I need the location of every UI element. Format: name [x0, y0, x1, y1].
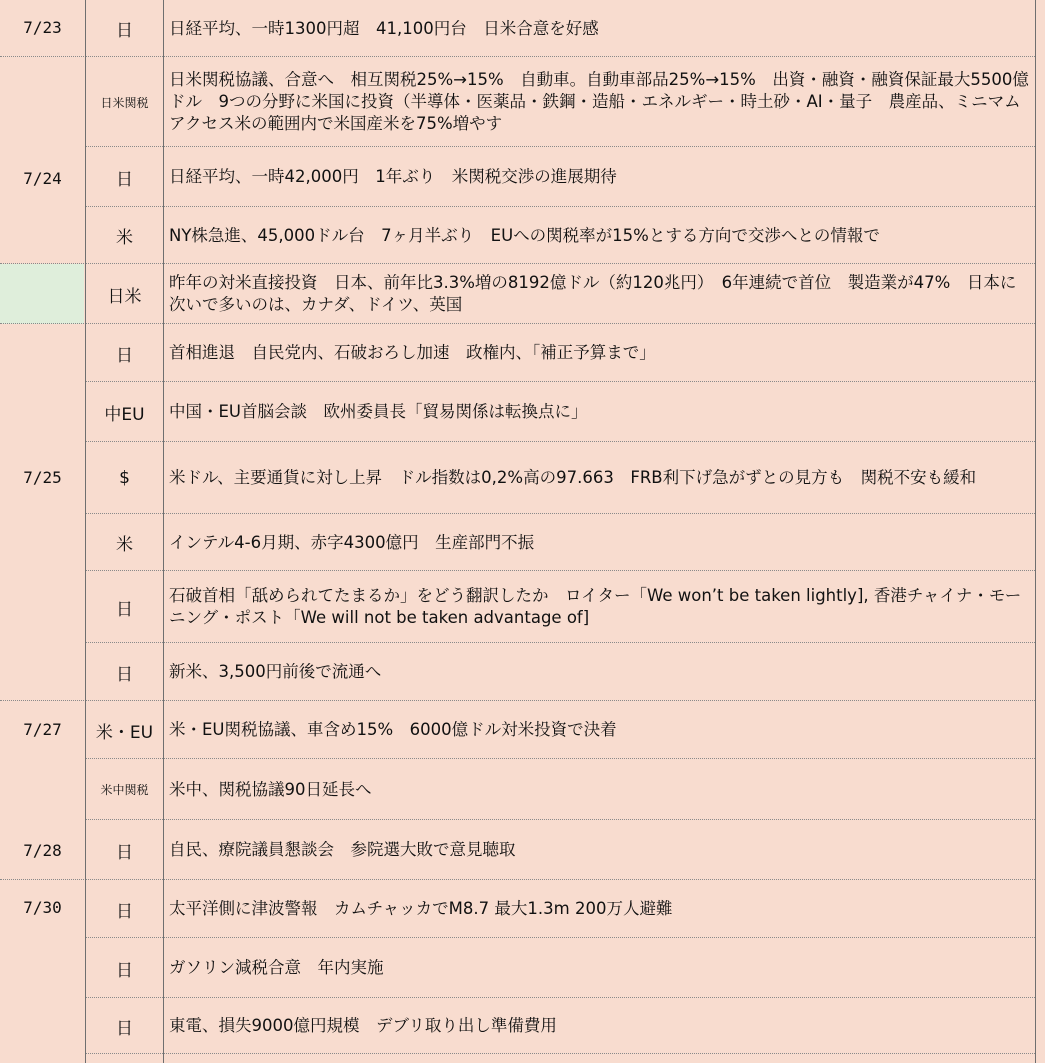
date-0728: 7/28 — [23, 841, 62, 860]
tag-cell: 日米 — [107, 286, 142, 307]
event-text: 米ドル、主要通貨に対し上昇 ドル指数は0,2%高の97.663 FRB利下げ急がずとの見方も 関税不安も緩和 — [169, 468, 977, 487]
event-text: 新米、3,500円前後で流通へ — [169, 662, 382, 681]
tag-cell: 中EU — [104, 404, 145, 425]
event-text: 中国・EU首脳会談 欧州委員長「貿易関係は転換点に」 — [169, 402, 588, 421]
event-text: 石破首相「舐められてたまるか」をどう翻訳したか ロイター「We won’t be taken lightly], 香港チャイナ・モーニング・ポスト「We will not be taken advantage of] — [169, 586, 1022, 627]
event-text: 米中、関税協議90日延長へ — [169, 779, 372, 799]
column-divider-date — [85, 0, 86, 1063]
tag-cell: 日 — [116, 599, 133, 620]
column-divider-right — [1035, 0, 1036, 1063]
tag-cell: 日 — [116, 664, 133, 685]
event-text: 日経平均、一時1300円超 41,100円台 日米合意を好感 — [169, 18, 599, 38]
event-text: 昨年の対米直接投資 日本、前年比3.3%増の8192億ドル（約120兆円） 6年連続で首位 製造業が47% 日本に次いで多いのは、カナダ、ドイツ、英国 — [169, 273, 1017, 314]
date-0724: 7/24 — [23, 169, 62, 188]
tag-cell: 日 — [116, 960, 133, 981]
tag-cell: 日 — [116, 169, 133, 190]
date-0725: 7/25 — [23, 468, 62, 487]
tag-cell: 米 — [116, 535, 133, 555]
column-divider-tag — [163, 0, 164, 1063]
tag-cell: 日 — [116, 1018, 133, 1039]
event-text: ガソリン減税合意 年内実施 — [169, 958, 384, 977]
tag-cell: 日 — [116, 345, 133, 366]
event-text: インテル4-6月期、赤字4300億円 生産部門不振 — [169, 532, 535, 552]
date-cell-0724 — [0, 57, 84, 264]
event-text: 東電、損失9000億円規模 デブリ取り出し準備費用 — [169, 1016, 557, 1035]
date-cell-0725 — [0, 324, 84, 701]
date-cell-blank-green — [0, 264, 84, 324]
tag-cell: 米・EU — [95, 722, 154, 743]
event-text: 日経平均、一時42,000円 1年ぶり 米関税交渉の進展期待 — [169, 167, 617, 186]
tag-cell: 米中関税 — [100, 783, 149, 797]
date-cell-0727-tail — [0, 759, 84, 820]
tag-cell: 日米関税 — [100, 95, 149, 110]
tag-cell: 日 — [116, 842, 133, 863]
event-text: 自民、療院議員懇談会 参院選大敗で意見聴取 — [169, 840, 516, 859]
tag-cell: $ — [119, 468, 130, 488]
date-0723: 7/23 — [23, 18, 62, 37]
event-text: NY株急進、45,000ドル台 7ヶ月半ぶり EUへの関税率が15%とする方向で交渉へとの情報で — [169, 225, 880, 245]
event-text: 米・EU関税協議、車含め15% 6000億ドル対米投資で決着 — [169, 720, 617, 739]
tag-cell: 日 — [116, 901, 133, 922]
date-0730: 7/30 — [23, 898, 62, 917]
event-text: 太平洋側に津波警報 カムチャッカでM8.7 最大1.3m 200万人避難 — [169, 899, 673, 918]
event-text: 日米関税協議、合意へ 相互関税25%→15% 自動車。自動車部品25%→15% 出資・融資・融資保証最大5500億ドル 9つの分野に米国に投資（半導体・医薬品・鉄鋼・造船・エネルギー・時土砂・AI・量子 農産品、ミニマムアクセス米の範囲内で米国産米を75%増やす — [169, 70, 1029, 133]
event-text: 首相進退 自民党内、石破おろし加速 政権内、「補正予算まで」 — [169, 343, 656, 362]
tag-cell: 米 — [116, 228, 133, 248]
date-0727: 7/27 — [23, 720, 62, 739]
tag-cell: 日 — [116, 21, 133, 41]
